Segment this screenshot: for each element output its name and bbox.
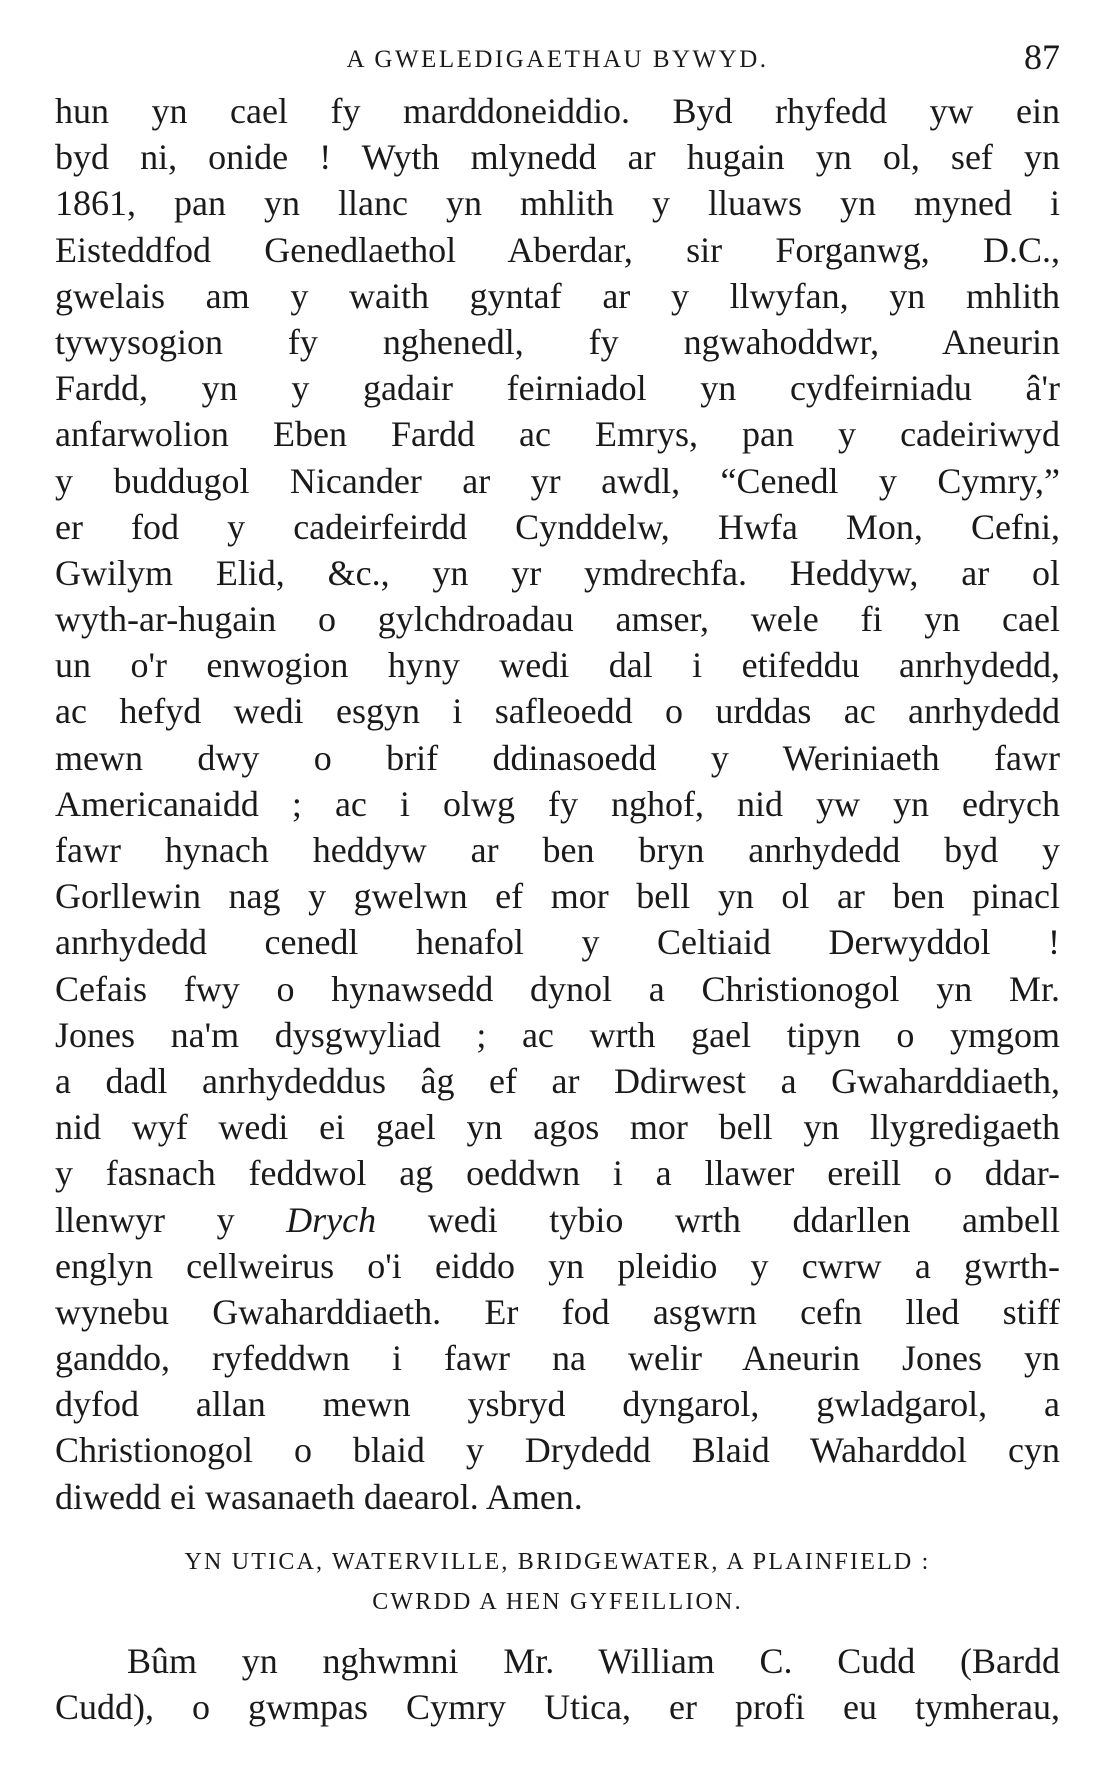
text-line: anfarwolion Eben Fardd ac Emrys, pan y cadeiriwyd — [55, 414, 1060, 455]
section-heading-line: YN UTICA, WATERVILLE, BRIDGEWATER, A PLAINFIELD : — [184, 1548, 931, 1575]
paragraph-main — [55, 88, 1060, 1520]
paragraph-second — [55, 1638, 1060, 1730]
text-line-with-italic — [55, 1197, 1060, 1243]
book-page — [55, 28, 1060, 1768]
text-line: Christionogol o blaid y Drydedd Blaid Waharddol cyn — [55, 1430, 1060, 1471]
section-heading — [55, 1542, 1060, 1622]
text-line: a dadl anrhydeddus âg ef ar Ddirwest a Gwaharddiaeth, — [55, 1060, 1060, 1101]
text-line: 1861, pan yn llanc yn mhlith y lluaws yn myned i — [55, 183, 1060, 224]
text-line: Fardd, yn y gadair feirniadol yn cydfeirniadu â'r — [55, 368, 1060, 409]
text-segment: wedi tybio wrth ddarllen ambell — [376, 1199, 1060, 1240]
text-line: tywysogion fy nghenedl, fy ngwahoddwr, Aneurin — [55, 321, 1060, 362]
text-line: y buddugol Nicander ar yr awdl, “Cenedl y Cymry,” — [55, 460, 1060, 501]
text-line-last: diwedd ei wasanaeth daearol. Amen. — [55, 1476, 583, 1517]
text-line: Jones na'm dysgwyliad ; ac wrth gael tipyn o ymgom — [55, 1014, 1060, 1055]
italic-title-drych: Drych — [286, 1199, 377, 1240]
text-line: anrhydedd cenedl henafol y Celtiaid Derwyddol ! — [55, 922, 1060, 963]
text-line: wynebu Gwaharddiaeth. Er fod asgwrn cefn lled stiff — [55, 1291, 1060, 1332]
text-line: Cefais fwy o hynawsedd dynol a Christionogol yn Mr. — [55, 968, 1060, 1009]
text-line: er fod y cadeirfeirdd Cynddelw, Hwfa Mon, Cefni, — [55, 506, 1060, 547]
text-line: Americanaidd ; ac i olwg fy nghof, nid yw yn edrych — [55, 783, 1060, 824]
text-line: y fasnach feddwol ag oeddwn i a llawer ereill o ddar- — [55, 1153, 1060, 1194]
text-line: hun yn cael fy marddoneiddio. Byd rhyfedd yw ein — [55, 91, 1060, 131]
running-title: A GWELEDIGAETHAU BYWYD. — [346, 46, 769, 73]
text-line: wyth-ar-hugain o gylchdroadau amser, wele fi yn cael — [55, 599, 1060, 640]
text-line: mewn dwy o brif ddinasoedd y Weriniaeth fawr — [55, 737, 1060, 778]
text-line: englyn cellweirus o'i eiddo yn pleidio y cwrw a gwrth- — [55, 1245, 1060, 1286]
text-line: byd ni, onide ! Wyth mlynedd ar hugain yn ol, sef yn — [55, 137, 1060, 178]
text-line: fawr hynach heddyw ar ben bryn anrhydedd byd y — [55, 830, 1060, 870]
text-line: ganddo, ryfeddwn i fawr na welir Aneurin Jones yn — [55, 1338, 1060, 1379]
section-heading-line: CWRDD A HEN GYFEILLION. — [372, 1588, 743, 1615]
text-segment: llenwyr y — [55, 1199, 287, 1240]
running-head — [55, 28, 1060, 88]
text-line: Eisteddfod Genedlaethol Aberdar, sir Forganwg, D.C., — [55, 229, 1060, 270]
text-line: un o'r enwogion hyny wedi dal i etifeddu anrhydedd, — [55, 645, 1060, 686]
text-line: Cudd), o gwmpas Cymry Utica, er profi eu tymherau, — [55, 1687, 1060, 1727]
text-line: ac hefyd wedi esgyn i safleoedd o urddas ac anrhydedd — [55, 691, 1060, 732]
text-line: nid wyf wedi ei gael yn agos mor bell yn llygredigaeth — [55, 1107, 1060, 1148]
text-line: gwelais am y waith gyntaf ar y llwyfan, yn mhlith — [55, 275, 1060, 316]
text-line: Gwilym Elid, &c., yn yr ymdrechfa. Heddyw, ar ol — [55, 552, 1060, 593]
page-number: 87 — [1024, 37, 1060, 77]
text-line: dyfod allan mewn ysbryd dyngarol, gwladgarol, a — [55, 1384, 1060, 1425]
text-line-indented: Bûm yn nghwmni Mr. William C. Cudd (Bardd — [127, 1640, 1060, 1681]
text-line: Gorllewin nag y gwelwn ef mor bell yn ol ar ben pinacl — [55, 876, 1060, 917]
